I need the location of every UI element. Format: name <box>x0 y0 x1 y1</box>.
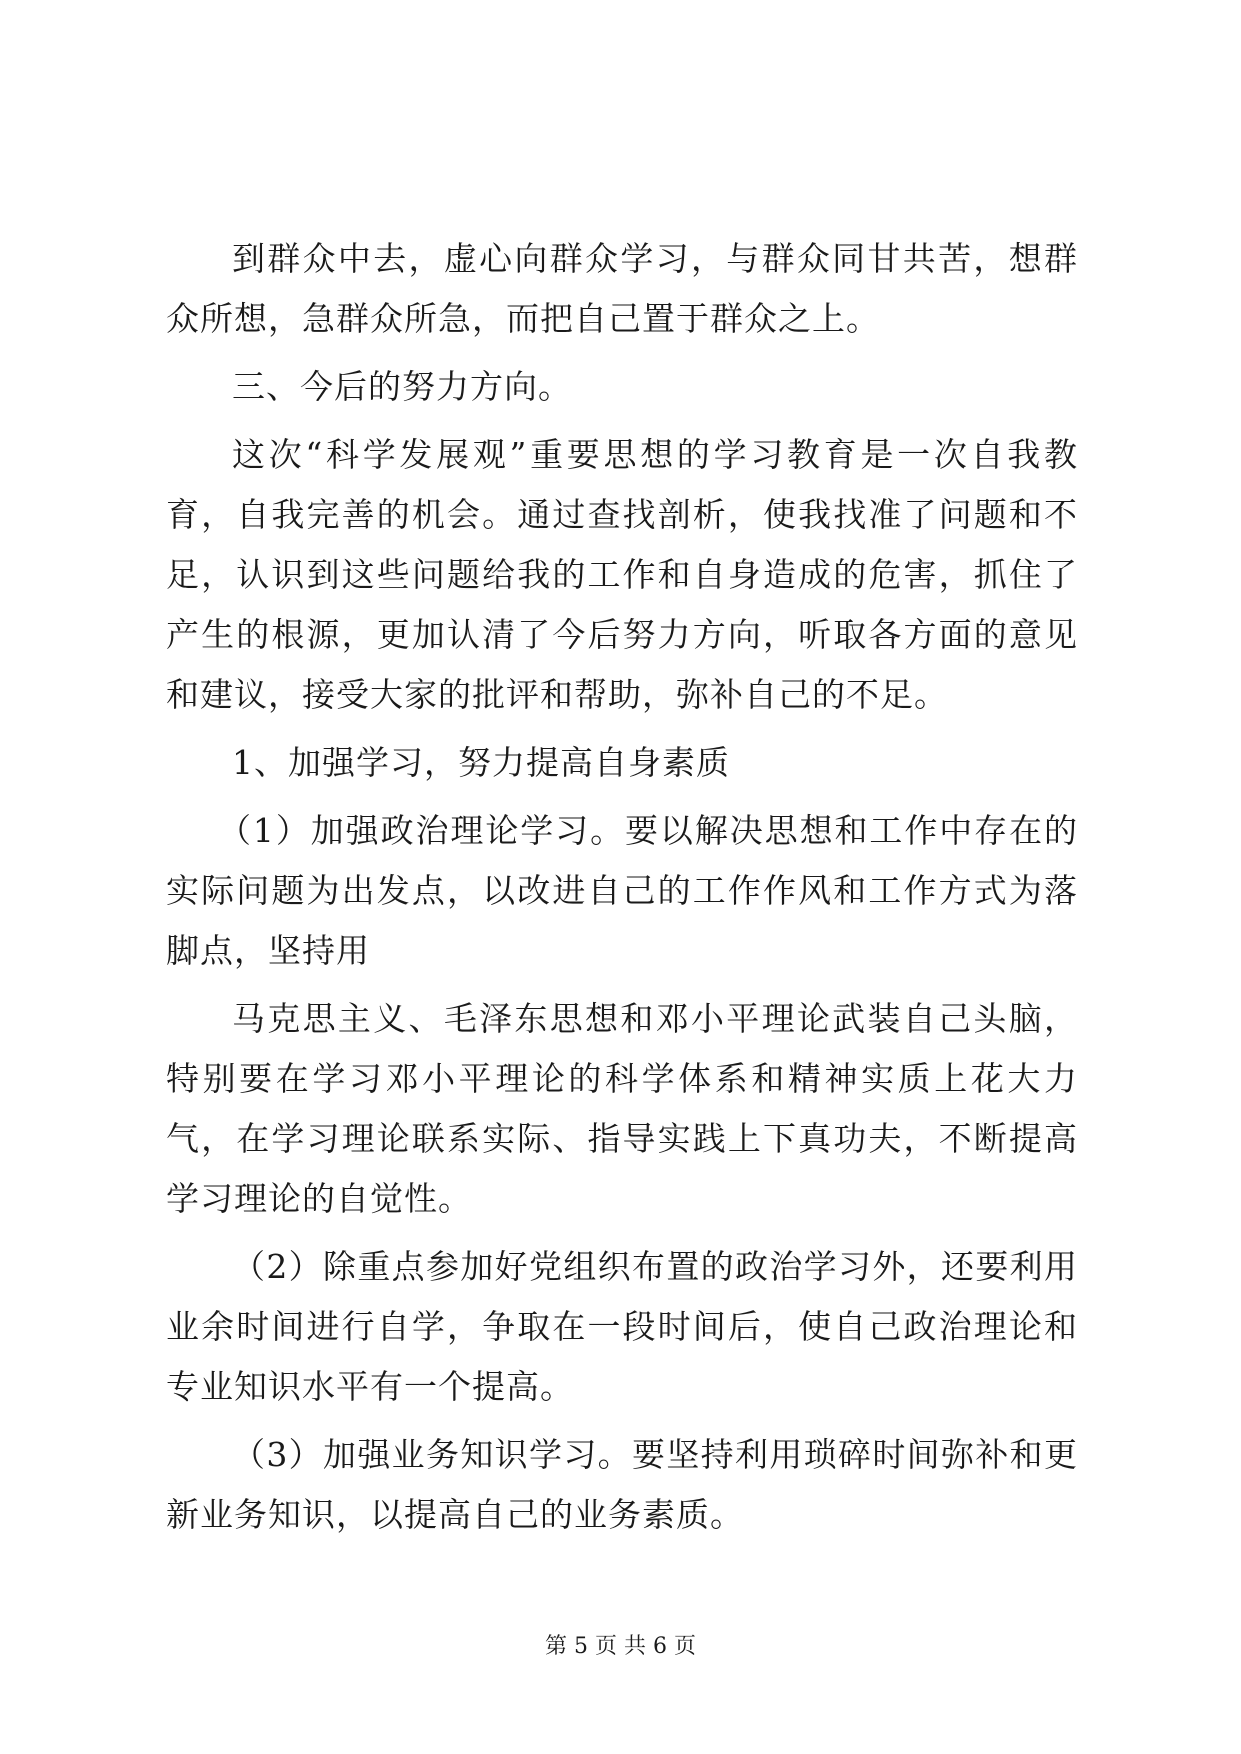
paragraph-1: 到群众中去，虚心向群众学习，与群众同甘共苦，想群众所想，急群众所急，而把自己置于群众之上。 <box>166 239 1078 338</box>
paragraph-3: 这次“科学发展观”重要思想的学习教育是一次自我教育，自我完善的机会。通过查找剖析，使我找准了问题和不足，认识到这些问题给我的工作和自身造成的危害，抓住了产生的根源，更加认清了今后努力方向，听取各方面的意见和建议，接受大家的批评和帮助，弥补自己的不足。 <box>166 435 1078 714</box>
document-body <box>166 229 1078 1545</box>
subheading-1: 1、加强学习，努力提高自身素质 <box>232 743 730 782</box>
paragraph-item-1: （1）加强政治理论学习。要以解决思想和工作中存在的实际问题为出发点，以改进自己的工作作风和工作方式为落脚点，坚持用 <box>166 811 1078 970</box>
paragraph-item-1-cont: 马克思主义、毛泽东思想和邓小平理论武装自己头脑，特别要在学习邓小平理论的科学体系和精神实质上花大力气，在学习理论联系实际、指导实践上下真功夫，不断提高学习理论的自觉性。 <box>166 999 1078 1218</box>
paragraph-item-2: （2）除重点参加好党组织布置的政治学习外，还要利用业余时间进行自学，争取在一段时间后，使自己政治理论和专业知识水平有一个提高。 <box>166 1247 1078 1406</box>
paragraph-item-3: （3）加强业务知识学习。要坚持利用琐碎时间弥补和更新业务知识，以提高自己的业务素质。 <box>166 1435 1078 1534</box>
page-number-footer: 第 5 页 共 6 页 <box>545 1634 696 1659</box>
section-heading-3: 三、今后的努力方向。 <box>232 367 572 406</box>
